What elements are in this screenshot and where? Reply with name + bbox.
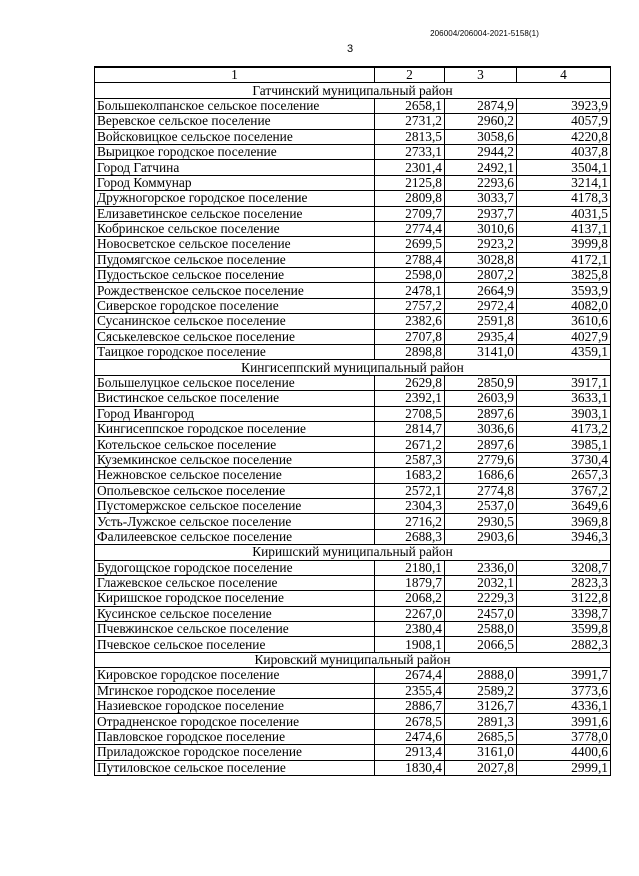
table-row xyxy=(95,175,611,190)
value-cell: 4220,8 xyxy=(517,129,611,144)
settlement-name: Большелуцкое сельское поселение xyxy=(95,375,375,390)
value-cell: 2572,1 xyxy=(375,483,445,498)
table-row xyxy=(95,452,611,467)
value-cell: 3126,7 xyxy=(445,699,517,714)
value-cell: 3825,8 xyxy=(517,268,611,283)
value-cell: 3036,6 xyxy=(445,421,517,436)
table-row xyxy=(95,498,611,513)
value-cell: 3504,1 xyxy=(517,160,611,175)
page-number: 3 xyxy=(346,43,354,55)
value-cell: 3633,1 xyxy=(517,391,611,406)
settlement-name: Таицкое городское поселение xyxy=(95,345,375,360)
table-row xyxy=(95,221,611,236)
settlement-name: Глажевское сельское поселение xyxy=(95,575,375,590)
value-cell: 1830,4 xyxy=(375,760,445,775)
settlement-name: Опольевское сельское поселение xyxy=(95,483,375,498)
value-cell: 2707,8 xyxy=(375,329,445,344)
region-header-row xyxy=(95,545,611,560)
value-cell: 3969,8 xyxy=(517,514,611,529)
settlement-name: Сяськелевское сельское поселение xyxy=(95,329,375,344)
value-cell: 2886,7 xyxy=(375,699,445,714)
settlement-name: Вистинское сельское поселение xyxy=(95,391,375,406)
value-cell: 2913,4 xyxy=(375,745,445,760)
table-row xyxy=(95,622,611,637)
table-row xyxy=(95,252,611,267)
table-row xyxy=(95,375,611,390)
value-cell: 3773,6 xyxy=(517,683,611,698)
settlement-name: Рождественское сельское поселение xyxy=(95,283,375,298)
table-row xyxy=(95,714,611,729)
settlement-name: Нежновское сельское поселение xyxy=(95,468,375,483)
value-cell: 2685,5 xyxy=(445,729,517,744)
value-cell: 2960,2 xyxy=(445,114,517,129)
value-cell: 2657,3 xyxy=(517,468,611,483)
value-cell: 2474,6 xyxy=(375,729,445,744)
value-cell: 2699,5 xyxy=(375,237,445,252)
value-cell: 3398,7 xyxy=(517,606,611,621)
value-cell: 1908,1 xyxy=(375,637,445,652)
value-cell: 2478,1 xyxy=(375,283,445,298)
table-row xyxy=(95,668,611,683)
value-cell: 2903,6 xyxy=(445,529,517,544)
value-cell: 2923,2 xyxy=(445,237,517,252)
value-cell: 1683,2 xyxy=(375,468,445,483)
table-row xyxy=(95,560,611,575)
settlement-name: Куземкинское сельское поселение xyxy=(95,452,375,467)
settlement-name: Кусинское сельское поселение xyxy=(95,606,375,621)
value-cell: 2658,1 xyxy=(375,98,445,113)
column-header: 3 xyxy=(445,67,517,83)
value-cell: 2807,2 xyxy=(445,268,517,283)
value-cell: 3214,1 xyxy=(517,175,611,190)
value-cell: 2674,4 xyxy=(375,668,445,683)
value-cell: 3058,6 xyxy=(445,129,517,144)
value-cell: 3122,8 xyxy=(517,591,611,606)
value-cell: 4178,3 xyxy=(517,191,611,206)
value-cell: 3923,9 xyxy=(517,98,611,113)
value-cell: 3208,7 xyxy=(517,560,611,575)
value-cell: 2779,6 xyxy=(445,452,517,467)
settlement-name: Пудомягское сельское поселение xyxy=(95,252,375,267)
value-cell: 2027,8 xyxy=(445,760,517,775)
column-header: 2 xyxy=(375,67,445,83)
value-cell: 2392,1 xyxy=(375,391,445,406)
settlement-name: Путиловское сельское поселение xyxy=(95,760,375,775)
table-row xyxy=(95,760,611,775)
settlement-name: Пустомержское сельское поселение xyxy=(95,498,375,513)
value-cell: 2267,0 xyxy=(375,606,445,621)
table-row xyxy=(95,314,611,329)
value-cell: 2709,7 xyxy=(375,206,445,221)
value-cell: 4057,9 xyxy=(517,114,611,129)
table-row xyxy=(95,129,611,144)
settlement-name: Город Гатчина xyxy=(95,160,375,175)
value-cell: 2888,0 xyxy=(445,668,517,683)
value-cell: 3991,6 xyxy=(517,714,611,729)
table-row xyxy=(95,298,611,313)
settlement-name: Павловское городское поселение xyxy=(95,729,375,744)
value-cell: 3161,0 xyxy=(445,745,517,760)
value-cell: 4082,0 xyxy=(517,298,611,313)
value-cell: 2066,5 xyxy=(445,637,517,652)
value-cell: 2671,2 xyxy=(375,437,445,452)
value-cell: 2382,6 xyxy=(375,314,445,329)
region-title: Кировский муниципальный район xyxy=(95,652,611,667)
value-cell: 2813,5 xyxy=(375,129,445,144)
table-row xyxy=(95,114,611,129)
value-cell: 3946,3 xyxy=(517,529,611,544)
value-cell: 2882,3 xyxy=(517,637,611,652)
value-cell: 3767,2 xyxy=(517,483,611,498)
column-header: 4 xyxy=(517,67,611,83)
value-cell: 2492,1 xyxy=(445,160,517,175)
value-cell: 2068,2 xyxy=(375,591,445,606)
table-row xyxy=(95,575,611,590)
value-cell: 3599,8 xyxy=(517,622,611,637)
table-row xyxy=(95,406,611,421)
table-row xyxy=(95,98,611,113)
region-title: Кингисеппский муниципальный район xyxy=(95,360,611,375)
document-id: 206004/206004-2021-5158(1) xyxy=(430,29,539,38)
value-cell: 4173,2 xyxy=(517,421,611,436)
settlement-name: Новосветское сельское поселение xyxy=(95,237,375,252)
settlement-name: Усть-Лужское сельское поселение xyxy=(95,514,375,529)
settlement-name: Будогощское городское поселение xyxy=(95,560,375,575)
value-cell: 2591,8 xyxy=(445,314,517,329)
value-cell: 2229,3 xyxy=(445,591,517,606)
value-cell: 1686,6 xyxy=(445,468,517,483)
value-cell: 3999,8 xyxy=(517,237,611,252)
table-row xyxy=(95,144,611,159)
table-row xyxy=(95,437,611,452)
value-cell: 2999,1 xyxy=(517,760,611,775)
value-cell: 2731,2 xyxy=(375,114,445,129)
value-cell: 2733,1 xyxy=(375,144,445,159)
value-cell: 2380,4 xyxy=(375,622,445,637)
settlement-name: Приладожское городское поселение xyxy=(95,745,375,760)
value-cell: 2774,8 xyxy=(445,483,517,498)
value-cell: 2897,6 xyxy=(445,406,517,421)
settlement-name: Город Ивангород xyxy=(95,406,375,421)
table-row xyxy=(95,421,611,436)
value-cell: 2588,0 xyxy=(445,622,517,637)
value-cell: 2304,3 xyxy=(375,498,445,513)
value-cell: 2814,7 xyxy=(375,421,445,436)
region-header-row xyxy=(95,83,611,98)
region-title: Гатчинский муниципальный район xyxy=(95,83,611,98)
value-cell: 3903,1 xyxy=(517,406,611,421)
table-row xyxy=(95,237,611,252)
settlement-name: Котельское сельское поселение xyxy=(95,437,375,452)
value-cell: 2891,3 xyxy=(445,714,517,729)
table-row xyxy=(95,699,611,714)
value-cell: 2809,8 xyxy=(375,191,445,206)
table-row xyxy=(95,206,611,221)
value-cell: 2757,2 xyxy=(375,298,445,313)
value-cell: 2874,9 xyxy=(445,98,517,113)
settlement-name: Кировское городское поселение xyxy=(95,668,375,683)
column-header: 1 xyxy=(95,67,375,83)
value-cell: 2125,8 xyxy=(375,175,445,190)
value-cell: 2678,5 xyxy=(375,714,445,729)
data-table-body xyxy=(95,67,611,775)
value-cell: 2589,2 xyxy=(445,683,517,698)
value-cell: 2897,6 xyxy=(445,437,517,452)
value-cell: 3593,9 xyxy=(517,283,611,298)
value-cell: 2537,0 xyxy=(445,498,517,513)
table-row xyxy=(95,483,611,498)
value-cell: 3991,7 xyxy=(517,668,611,683)
settlement-name: Фалилеевское сельское поселение xyxy=(95,529,375,544)
value-cell: 1879,7 xyxy=(375,575,445,590)
region-header-row xyxy=(95,360,611,375)
settlement-name: Пудостьское сельское поселение xyxy=(95,268,375,283)
value-cell: 2293,6 xyxy=(445,175,517,190)
value-cell: 2935,4 xyxy=(445,329,517,344)
table-row xyxy=(95,468,611,483)
value-cell: 4031,5 xyxy=(517,206,611,221)
table-row xyxy=(95,683,611,698)
region-header-row xyxy=(95,652,611,667)
value-cell: 3010,6 xyxy=(445,221,517,236)
value-cell: 4359,1 xyxy=(517,345,611,360)
settlement-name: Войсковицкое сельское поселение xyxy=(95,129,375,144)
value-cell: 2664,9 xyxy=(445,283,517,298)
settlement-name: Елизаветинское сельское поселение xyxy=(95,206,375,221)
value-cell: 3610,6 xyxy=(517,314,611,329)
value-cell: 4137,1 xyxy=(517,221,611,236)
settlement-name: Пчевское сельское поселение xyxy=(95,637,375,652)
settlement-name: Сиверское городское поселение xyxy=(95,298,375,313)
value-cell: 3778,0 xyxy=(517,729,611,744)
value-cell: 2788,4 xyxy=(375,252,445,267)
settlement-name: Город Коммунар xyxy=(95,175,375,190)
settlement-name: Вырицкое городское поселение xyxy=(95,144,375,159)
settlement-name: Сусанинское сельское поселение xyxy=(95,314,375,329)
value-cell: 4027,9 xyxy=(517,329,611,344)
value-cell: 2587,3 xyxy=(375,452,445,467)
value-cell: 2716,2 xyxy=(375,514,445,529)
value-cell: 3917,1 xyxy=(517,375,611,390)
table-row xyxy=(95,729,611,744)
value-cell: 2301,4 xyxy=(375,160,445,175)
region-title: Киришский муниципальный район xyxy=(95,545,611,560)
table-row xyxy=(95,329,611,344)
table-row xyxy=(95,191,611,206)
value-cell: 2944,2 xyxy=(445,144,517,159)
value-cell: 4336,1 xyxy=(517,699,611,714)
value-cell: 3033,7 xyxy=(445,191,517,206)
value-cell: 2603,9 xyxy=(445,391,517,406)
column-header-row xyxy=(95,67,611,83)
table-row xyxy=(95,591,611,606)
value-cell: 3141,0 xyxy=(445,345,517,360)
value-cell: 2850,9 xyxy=(445,375,517,390)
value-cell: 2457,0 xyxy=(445,606,517,621)
value-cell: 3649,6 xyxy=(517,498,611,513)
value-cell: 2708,5 xyxy=(375,406,445,421)
table-row xyxy=(95,345,611,360)
settlement-name: Большеколпанское сельское поселение xyxy=(95,98,375,113)
settlement-name: Кингисеппское городское поселение xyxy=(95,421,375,436)
value-cell: 2688,3 xyxy=(375,529,445,544)
settlement-name: Дружногорское городское поселение xyxy=(95,191,375,206)
table-row xyxy=(95,745,611,760)
value-cell: 2823,3 xyxy=(517,575,611,590)
table-row xyxy=(95,160,611,175)
table-row xyxy=(95,283,611,298)
table-row xyxy=(95,606,611,621)
value-cell: 2032,1 xyxy=(445,575,517,590)
value-cell: 2898,8 xyxy=(375,345,445,360)
table-row xyxy=(95,637,611,652)
settlement-name: Веревское сельское поселение xyxy=(95,114,375,129)
value-cell: 3730,4 xyxy=(517,452,611,467)
value-cell: 2336,0 xyxy=(445,560,517,575)
settlement-name: Киришское городское поселение xyxy=(95,591,375,606)
value-cell: 2937,7 xyxy=(445,206,517,221)
value-cell: 2180,1 xyxy=(375,560,445,575)
value-cell: 3028,8 xyxy=(445,252,517,267)
table-row xyxy=(95,529,611,544)
table-row xyxy=(95,514,611,529)
value-cell: 3985,1 xyxy=(517,437,611,452)
value-cell: 2355,4 xyxy=(375,683,445,698)
settlement-name: Отрадненское городское поселение xyxy=(95,714,375,729)
settlement-name: Пчевжинское сельское поселение xyxy=(95,622,375,637)
table-row xyxy=(95,391,611,406)
settlement-name: Кобринское сельское поселение xyxy=(95,221,375,236)
value-cell: 2629,8 xyxy=(375,375,445,390)
value-cell: 2774,4 xyxy=(375,221,445,236)
value-cell: 2972,4 xyxy=(445,298,517,313)
value-cell: 4400,6 xyxy=(517,745,611,760)
value-cell: 2598,0 xyxy=(375,268,445,283)
settlement-name: Назиевское городское поселение xyxy=(95,699,375,714)
value-cell: 2930,5 xyxy=(445,514,517,529)
table-row xyxy=(95,268,611,283)
value-cell: 4037,8 xyxy=(517,144,611,159)
data-table xyxy=(94,66,611,776)
settlement-name: Мгинское городское поселение xyxy=(95,683,375,698)
value-cell: 4172,1 xyxy=(517,252,611,267)
